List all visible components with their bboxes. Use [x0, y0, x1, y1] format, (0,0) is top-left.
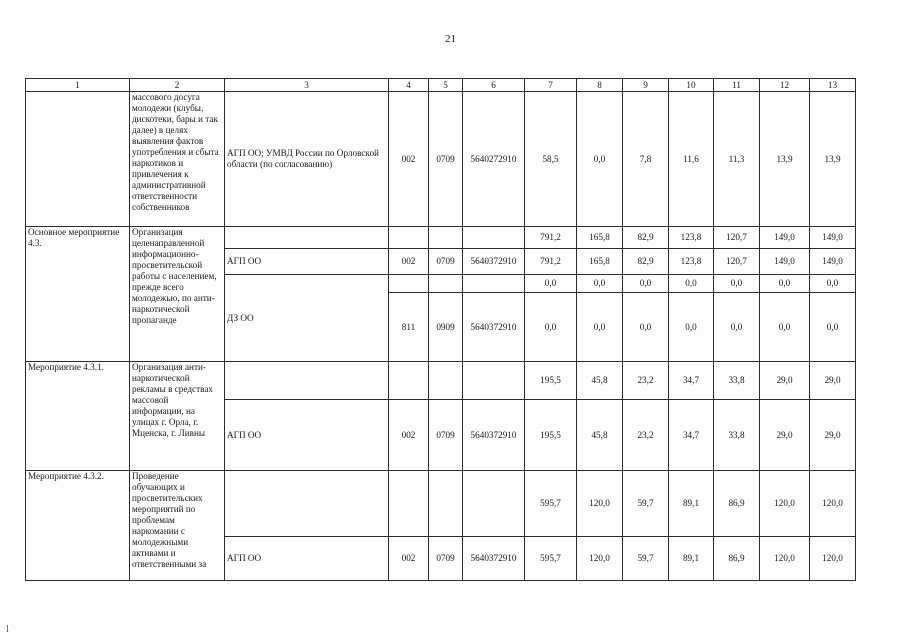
grbs-cell: 002 — [389, 537, 429, 581]
column-header: 6 — [463, 79, 525, 92]
column-header: 7 — [525, 79, 577, 92]
value-cell: 149,0 — [760, 249, 810, 275]
column-header: 10 — [669, 79, 714, 92]
description-cell: Проведение обучающих и просветительских мероприятий по проблемам наркомании с молодежными активами и ответственными за — [130, 471, 225, 581]
target-article-cell: 5640372910 — [463, 293, 525, 362]
section-cell — [429, 227, 463, 249]
value-cell: 120,7 — [714, 227, 760, 249]
grbs-cell — [389, 471, 429, 537]
value-cell: 0,0 — [577, 293, 623, 362]
target-article-cell — [463, 275, 525, 293]
value-cell: 33,8 — [714, 362, 760, 400]
value-cell: 29,0 — [760, 362, 810, 400]
executor-cell — [225, 471, 389, 537]
margin-mark: l — [6, 624, 9, 635]
value-cell: 595,7 — [525, 471, 577, 537]
value-cell: 29,0 — [810, 362, 856, 400]
executor-cell: АГП ОО; УМВД России по Орловской области (по согласованию) — [225, 92, 389, 227]
value-cell: 11,3 — [714, 92, 760, 227]
value-cell: 791,2 — [525, 227, 577, 249]
value-cell: 86,9 — [714, 537, 760, 581]
target-article-cell: 5640272910 — [463, 92, 525, 227]
value-cell: 59,7 — [623, 537, 669, 581]
section-cell: 0709 — [429, 400, 463, 471]
value-cell: 595,7 — [525, 537, 577, 581]
value-cell: 0,0 — [714, 293, 760, 362]
value-cell: 195,5 — [525, 400, 577, 471]
column-header: 11 — [714, 79, 760, 92]
table-row — [26, 227, 856, 249]
column-header: 1 — [26, 79, 130, 92]
section-cell: 0709 — [429, 92, 463, 227]
value-cell: 34,7 — [669, 400, 714, 471]
target-article-cell — [463, 471, 525, 537]
section-cell: 0709 — [429, 537, 463, 581]
value-cell: 23,2 — [623, 400, 669, 471]
executor-cell: ДЗ ОО — [225, 275, 389, 362]
value-cell: 89,1 — [669, 537, 714, 581]
target-article-cell — [463, 227, 525, 249]
value-cell: 82,9 — [623, 249, 669, 275]
value-cell: 23,2 — [623, 362, 669, 400]
column-header: 4 — [389, 79, 429, 92]
value-cell: 34,7 — [669, 362, 714, 400]
value-cell: 165,8 — [577, 227, 623, 249]
value-cell: 0,0 — [669, 275, 714, 293]
value-cell: 29,0 — [760, 400, 810, 471]
table-row — [26, 92, 856, 227]
section-cell: 0709 — [429, 249, 463, 275]
column-header: 12 — [760, 79, 810, 92]
value-cell: 0,0 — [810, 275, 856, 293]
value-cell: 0,0 — [623, 275, 669, 293]
value-cell: 89,1 — [669, 471, 714, 537]
value-cell: 0,0 — [525, 293, 577, 362]
value-cell: 149,0 — [810, 227, 856, 249]
activity-cell — [26, 92, 130, 227]
page-number: 21 — [445, 33, 456, 45]
value-cell: 13,9 — [760, 92, 810, 227]
executor-cell: АГП ОО — [225, 249, 389, 275]
value-cell: 0,0 — [669, 293, 714, 362]
value-cell: 123,8 — [669, 227, 714, 249]
value-cell: 11,6 — [669, 92, 714, 227]
description-cell: массового досуга молодежи (клубы, дискотеки, бары и так далее) в целях выявления фактов употребления и сбыта наркотиков и привлечения к административной ответственности собственников — [130, 92, 225, 227]
value-cell: 29,0 — [810, 400, 856, 471]
value-cell: 120,0 — [760, 537, 810, 581]
section-cell — [429, 275, 463, 293]
value-cell: 120,0 — [760, 471, 810, 537]
grbs-cell: 002 — [389, 249, 429, 275]
value-cell: 149,0 — [760, 227, 810, 249]
value-cell: 0,0 — [525, 275, 577, 293]
executor-cell — [225, 227, 389, 249]
value-cell: 149,0 — [810, 249, 856, 275]
table-row — [26, 471, 856, 537]
value-cell: 0,0 — [760, 275, 810, 293]
value-cell: 0,0 — [760, 293, 810, 362]
executor-cell: АГП ОО — [225, 400, 389, 471]
value-cell: 791,2 — [525, 249, 577, 275]
header-row — [26, 79, 856, 92]
value-cell: 165,8 — [577, 249, 623, 275]
value-cell: 45,8 — [577, 400, 623, 471]
budget-table — [25, 78, 856, 581]
executor-cell: АГП ОО — [225, 537, 389, 581]
column-header: 5 — [429, 79, 463, 92]
activity-cell: Мероприятие 4.3.1. — [26, 362, 130, 471]
value-cell: 0,0 — [577, 92, 623, 227]
table-row — [26, 362, 856, 400]
value-cell: 120,7 — [714, 249, 760, 275]
column-header: 3 — [225, 79, 389, 92]
grbs-cell — [389, 275, 429, 293]
column-header: 2 — [130, 79, 225, 92]
value-cell: 86,9 — [714, 471, 760, 537]
grbs-cell — [389, 362, 429, 400]
value-cell: 0,0 — [623, 293, 669, 362]
value-cell: 13,9 — [810, 92, 856, 227]
value-cell: 120,0 — [577, 471, 623, 537]
grbs-cell: 002 — [389, 400, 429, 471]
column-header: 9 — [623, 79, 669, 92]
value-cell: 82,9 — [623, 227, 669, 249]
value-cell: 120,0 — [577, 537, 623, 581]
column-header: 8 — [577, 79, 623, 92]
value-cell: 120,0 — [810, 537, 856, 581]
section-cell — [429, 362, 463, 400]
value-cell: 195,5 — [525, 362, 577, 400]
activity-cell: Мероприятие 4.3.2. — [26, 471, 130, 581]
column-header: 13 — [810, 79, 856, 92]
target-article-cell: 5640372910 — [463, 400, 525, 471]
executor-cell — [225, 362, 389, 400]
value-cell: 0,0 — [577, 275, 623, 293]
target-article-cell: 5640372910 — [463, 249, 525, 275]
value-cell: 33,8 — [714, 400, 760, 471]
grbs-cell: 002 — [389, 92, 429, 227]
target-article-cell — [463, 362, 525, 400]
target-article-cell: 5640372910 — [463, 537, 525, 581]
section-cell: 0909 — [429, 293, 463, 362]
value-cell: 0,0 — [810, 293, 856, 362]
description-cell: Организация целенаправленной информационно-просветительской работы с населением, прежде всего молодежью, по анти-наркотической пропаганде — [130, 227, 225, 362]
value-cell: 120,0 — [810, 471, 856, 537]
value-cell: 45,8 — [577, 362, 623, 400]
activity-cell: Основное мероприятие 4.3. — [26, 227, 130, 362]
value-cell: 7,8 — [623, 92, 669, 227]
value-cell: 59,7 — [623, 471, 669, 537]
grbs-cell — [389, 227, 429, 249]
section-cell — [429, 471, 463, 537]
description-cell: Организация анти-наркотической рекламы в средствах массовой информации, на улицах г. Орла, г. Мценска, г. Ливны — [130, 362, 225, 471]
value-cell: 0,0 — [714, 275, 760, 293]
value-cell: 58,5 — [525, 92, 577, 227]
value-cell: 123,8 — [669, 249, 714, 275]
grbs-cell: 811 — [389, 293, 429, 362]
